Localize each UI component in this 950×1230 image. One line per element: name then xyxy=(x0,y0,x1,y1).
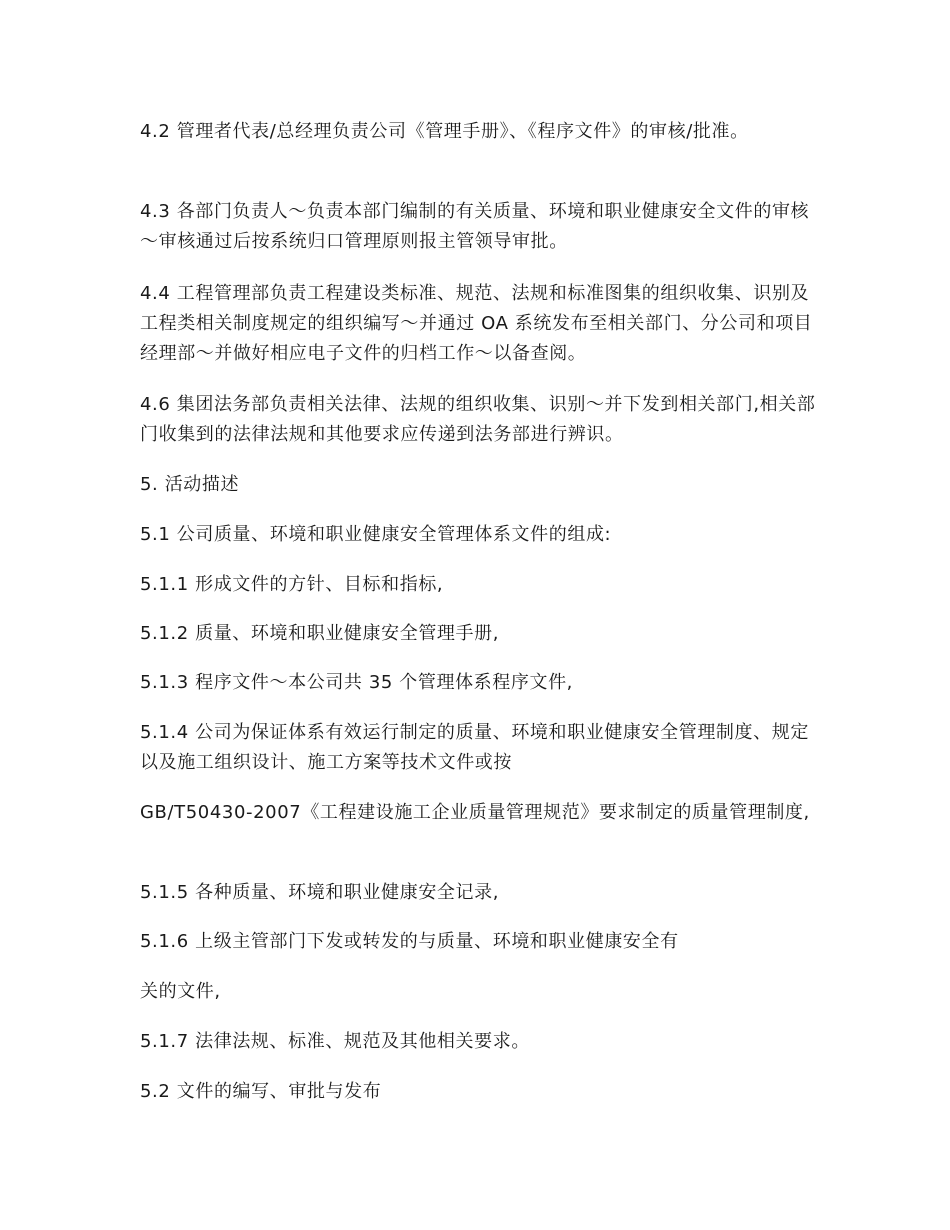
paragraph-5-1-3: 5.1.3 程序文件～本公司共 35 个管理体系程序文件, xyxy=(140,672,573,693)
paragraph-5-1-6-continued: 关的文件, xyxy=(140,981,221,1002)
paragraph-5-1-7: 5.1.7 法律法规、标准、规范及其他相关要求。 xyxy=(140,1031,530,1052)
paragraph-5-1-5: 5.1.5 各种质量、环境和职业健康安全记录, xyxy=(140,882,500,903)
section-heading-5-2: 5.2 文件的编写、审批与发布 xyxy=(140,1081,382,1102)
paragraph-5-1-1: 5.1.1 形成文件的方针、目标和指标, xyxy=(140,574,444,595)
paragraph-4-6: 4.6 集团法务部负责相关法律、法规的组织收集、识别～并下发到相关部门,相关部门收集到的法律法规和其他要求应传递到法务部进行辨识。 xyxy=(140,394,816,445)
paragraph-5-1-4: 5.1.4 公司为保证体系有效运行制定的质量、环境和职业健康安全管理制度、规定以及施工组织设计、施工方案等技术文件或按 xyxy=(140,722,809,773)
paragraph-5-1-6: 5.1.6 上级主管部门下发或转发的与质量、环境和职业健康安全有 xyxy=(140,931,679,952)
paragraph-gb-standard: GB/T50430-2007《工程建设施工企业质量管理规范》要求制定的质量管理制度, xyxy=(140,802,810,823)
paragraph-5-1: 5.1 公司质量、环境和职业健康安全管理体系文件的组成: xyxy=(140,524,612,545)
paragraph-4-4: 4.4 工程管理部负责工程建设类标准、规范、法规和标准图集的组织收集、识别及工程类相关制度规定的组织编写～并通过 OA 系统发布至相关部门、分公司和项目经理部～并做好相应电子文件的归档工作～以备查阅。 xyxy=(140,283,813,364)
paragraph-5-1-2: 5.1.2 质量、环境和职业健康安全管理手册, xyxy=(140,623,500,644)
paragraph-4-2: 4.2 管理者代表/总经理负责公司《管理手册》、《程序文件》的审核/批准。 xyxy=(140,121,749,142)
section-heading-5: 5. 活动描述 xyxy=(140,474,240,495)
paragraph-4-3: 4.3 各部门负责人～负责本部门编制的有关质量、环境和职业健康安全文件的审核～审核通过后按系统归口管理原则报主管领导审批。 xyxy=(140,201,810,252)
